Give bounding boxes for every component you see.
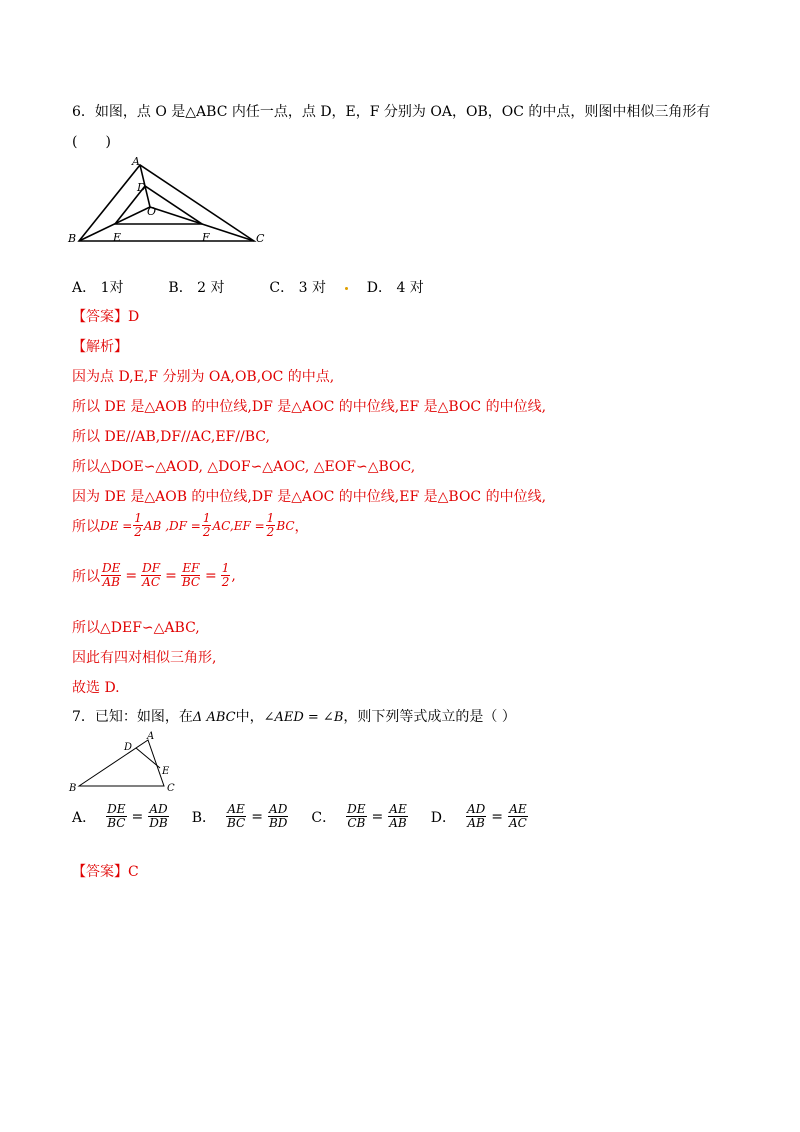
q6-stem-line2: ( ) — [72, 134, 111, 150]
q6-option-d[interactable]: D． 4 对 — [366, 280, 424, 296]
q7-option-c[interactable]: C． $\frac{DE}{CB}$ = $\frac{AE}{AB}$ — [311, 802, 407, 830]
q7-option-a[interactable]: A． $\frac{DE}{BC}$ = $\frac{AD}{DB}$ — [72, 802, 168, 830]
q7-option-d[interactable]: D． $\frac{AD}{AB}$ = $\frac{AE}{AC}$ — [430, 802, 527, 830]
label-a: A — [132, 155, 140, 168]
label-o: O — [147, 205, 157, 218]
decorative-dot — [345, 287, 348, 290]
q6-triangle-figure — [66, 153, 270, 249]
solution-line-5: 因为 DE 是△AOB 的中位线,DF 是△AOC 的中位线,EF 是△BOC 的中位线, — [72, 489, 547, 505]
solution-line-8: 所以△DEF∽△ABC, — [72, 620, 200, 636]
q7-stem: 7．已知：如图，在Δ ABC中，∠AED = ∠B，则下列等式成立的是（ ） — [72, 709, 516, 725]
solution-line-3: 所以 DE//AB,DF//AC,EF//BC, — [72, 429, 270, 445]
label-c-q7: C — [167, 783, 175, 794]
q7-answer — [72, 861, 139, 881]
label-b: B — [68, 232, 77, 245]
label-e: E — [113, 231, 122, 244]
q6-answer — [72, 306, 139, 326]
solution-line-9: 因此有四对相似三角形, — [72, 650, 217, 666]
label-d: D — [137, 181, 146, 194]
label-c: C — [256, 232, 265, 245]
answer-value: C — [128, 864, 139, 880]
solution-line-4: 所以△DOE∽△AOD, △DOF∽△AOC, △EOF∽△BOC, — [72, 459, 416, 475]
q6-analysis-tag: 【解析】 — [72, 339, 128, 355]
q7-triangle-figure — [66, 728, 190, 794]
q6-stem-line1: 6．如图，点 O 是△ABC 内任一点，点 D，E，F 分别为 OA，OB，OC 的中点，则图中相似三角形有 — [72, 104, 711, 120]
q6-option-a[interactable]: A． 1对 — [72, 280, 124, 296]
triangle-abc-q7 — [79, 740, 164, 786]
label-d-q7: D — [124, 742, 133, 753]
answer-value: D — [128, 309, 140, 325]
segment-de — [136, 748, 160, 768]
q7-option-b[interactable]: B． $\frac{AE}{BC}$ = $\frac{AD}{BD}$ — [191, 802, 288, 830]
q6-option-c[interactable]: C． 3 对 — [269, 280, 326, 296]
solution-line-1: 因为点 D,E,F 分别为 OA,OB,OC 的中点, — [72, 369, 335, 385]
solution-line-10: 故选 D. — [72, 680, 120, 696]
solution-line-2: 所以 DE 是△AOB 的中位线,DF 是△AOC 的中位线,EF 是△BOC 的中位线, — [72, 399, 547, 415]
answer-tag: 【答案】 — [72, 864, 128, 880]
label-a-q7: A — [147, 731, 155, 742]
triangle-abc — [79, 165, 254, 241]
label-f: F — [202, 231, 210, 244]
label-b-q7: B — [69, 783, 77, 794]
solution-line-7: 所以 $\frac{DE}{AB}$ = $\frac{DF}{AC}$ = $\frac{EF}{BC}$ = $\frac{1}{2}$ , — [72, 561, 236, 589]
q6-option-b[interactable]: B． 2 对 — [168, 280, 225, 296]
label-e-q7: E — [162, 766, 170, 777]
answer-tag: 【答案】 — [72, 309, 128, 325]
solution-line-6: 所以 DE = $\frac{1}{2}$ AB ,DF = $\frac{1}{2}$ AC,EF = $\frac{1}{2}$ BC ， — [72, 511, 309, 539]
q6-options — [72, 277, 424, 297]
q7-options — [72, 803, 529, 830]
